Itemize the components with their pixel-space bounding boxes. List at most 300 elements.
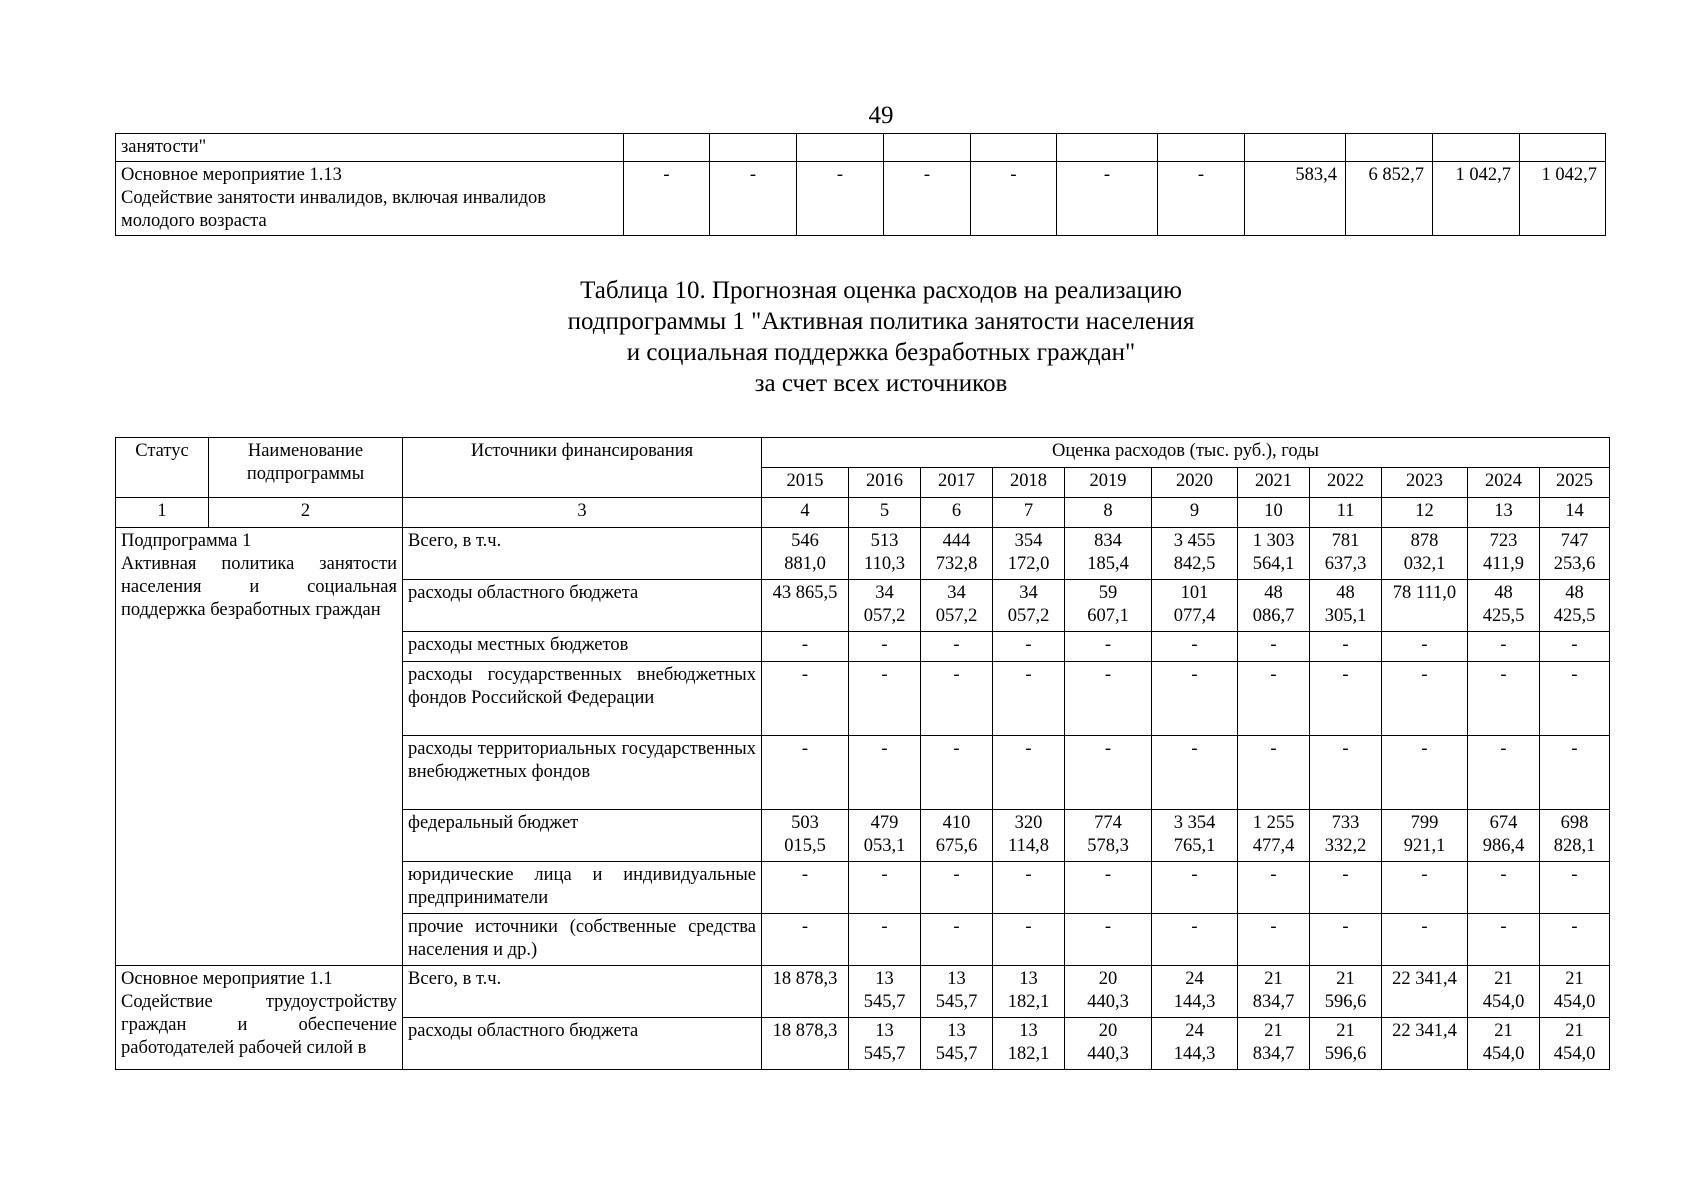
value-part: - [1571,665,1578,685]
value-cell [849,632,921,662]
value-part: - [1191,865,1198,885]
value-cell: 1 042,7 [1433,162,1520,236]
column-index: 12 [1382,498,1468,528]
value-cell [1065,810,1152,862]
value-part: 1 255 [1252,813,1295,833]
value-cell [1540,528,1610,580]
value-cell [1540,810,1610,862]
value-part: 332,2 [1324,836,1367,856]
year-header: 2024 [1468,468,1540,498]
value-cell [1065,914,1152,966]
value-cell [762,736,849,810]
funding-source: прочие источники (собственные средства населения и др.) [403,914,762,966]
value-cell: - [624,162,710,236]
value-part: - [1500,739,1507,759]
value-part: 411,9 [1483,554,1524,574]
value-part: 48 [1264,583,1283,603]
value-part: 578,3 [1087,836,1129,856]
value-part: - [1104,635,1112,655]
program-name-line: Основное мероприятие 1.1 [121,969,333,989]
funding-source: юридические лица и индивидуальные предприниматели [403,862,762,914]
value-part: - [1104,865,1112,885]
header-row [116,438,1610,468]
value-part: - [1571,917,1578,937]
index-row [116,498,1610,528]
value-cell [1540,662,1610,736]
value-part: - [1104,917,1112,937]
value-part: - [801,665,809,685]
value-part: 503 [791,813,819,833]
value-cell [1152,862,1238,914]
value-cell [1468,580,1540,632]
value-cell [1065,580,1152,632]
value-cell [1238,862,1310,914]
value-part: - [1500,665,1507,685]
value-cell [1152,528,1238,580]
value-cell [1468,862,1540,914]
value-part: 986,4 [1482,836,1525,856]
value-part: 3 354 [1173,813,1216,833]
value-cell [993,862,1065,914]
value-part: - [1191,739,1198,759]
header-status: Статус [116,438,209,498]
value-cell [1382,632,1468,662]
value-part: 110,3 [864,554,905,574]
value-part: - [801,635,809,655]
value-cell [1238,580,1310,632]
value-cell: - [1158,162,1245,236]
value-part: - [1104,739,1112,759]
value-part: 723 [1489,531,1518,551]
value-cell [1152,662,1238,736]
value-part: 596,6 [1324,1044,1367,1064]
value-part: - [1270,917,1277,937]
value-cell [1065,528,1152,580]
value-part: 21 [1565,1021,1584,1041]
value-part: - [953,665,960,685]
value-cell [849,736,921,810]
value-cell [1065,862,1152,914]
value-part: - [1342,917,1349,937]
value-part: - [1342,739,1349,759]
value-part: 24 [1185,969,1204,989]
value-cell [1238,632,1310,662]
value-part: - [1500,865,1507,885]
value-part: 834,7 [1252,1044,1295,1064]
value-part: 34 [947,583,966,603]
funding-source: Всего, в т.ч. [403,966,762,1018]
value-cell [849,1018,921,1070]
funding-source: расходы областного бюджета [403,1018,762,1070]
value-part: - [1500,635,1507,655]
value-part: - [1025,865,1032,885]
value-cell: 6 852,7 [1346,162,1433,236]
value-part: 101 [1180,583,1209,603]
value-part: - [1342,665,1349,685]
value-part: 21 [1565,969,1584,989]
value-part: 320 [1014,813,1043,833]
value-part: 732,8 [935,554,978,574]
value-cell [762,810,849,862]
value-part: 21 [1264,969,1283,989]
value-part: - [881,635,888,655]
value-part: - [953,917,960,937]
value-part: 182,1 [1007,1044,1050,1064]
value-cell [762,662,849,736]
value-part: 477,4 [1252,836,1295,856]
program-name-line: Подпрограмма 1 [121,531,252,551]
value-part: - [801,917,809,937]
value-cell [1540,1018,1610,1070]
value-part: 13 [875,969,894,989]
value-part: - [881,665,888,685]
value-cell [1310,632,1382,662]
value-part: 13 [875,1021,894,1041]
table-row [116,162,1606,236]
value-part: - [953,865,960,885]
value-cell [1468,632,1540,662]
value-cell [1382,810,1468,862]
value-cell [1310,662,1382,736]
value-part: 34 [875,583,894,603]
value-cell [921,862,993,914]
value-cell [1238,966,1310,1018]
value-part: - [1104,665,1112,685]
value-cell [921,580,993,632]
column-index: 4 [762,498,849,528]
value-part: 21 [1336,1021,1355,1041]
value-cell [993,810,1065,862]
value-part: - [881,917,888,937]
value-part: 20 [1098,1021,1118,1041]
value-part: 086,7 [1252,606,1295,626]
value-part: 454,0 [1482,1044,1525,1064]
value-cell [921,1018,993,1070]
value-cell [993,1018,1065,1070]
value-part: 675,6 [935,836,978,856]
value-cell [1310,810,1382,862]
value-cell [993,914,1065,966]
value-part: - [1342,865,1349,885]
value-cell: - [1057,162,1158,236]
value-cell [921,632,993,662]
program-name-line: Содействие трудоустройству граждан и обеспечение работодателей рабочей силой в [121,992,397,1058]
column-index: 5 [849,498,921,528]
funding-source: расходы областного бюджета [403,580,762,632]
value-part: 425,5 [1553,606,1596,626]
column-index: 13 [1468,498,1540,528]
continued-table [115,133,1606,236]
value-part: 410 [942,813,971,833]
value-part: 440,3 [1087,1044,1129,1064]
value-part: - [1421,917,1428,937]
value-part: 13 [1019,969,1038,989]
value-cell [1382,914,1468,966]
value-part: 440,3 [1087,992,1129,1012]
value-cell [1238,810,1310,862]
value-cell: - [710,162,797,236]
value-part: 637,3 [1324,554,1367,574]
value-part: 444 [942,531,971,551]
column-index: 9 [1152,498,1238,528]
value-cell: - [797,162,884,236]
year-header: 2017 [921,468,993,498]
value-part: - [1421,635,1428,655]
value-part: 59 [1098,583,1118,603]
value-cell: - [884,162,971,236]
value-cell [921,810,993,862]
value-part: 057,2 [863,606,906,626]
column-index: 11 [1310,498,1382,528]
column-index: 14 [1540,498,1610,528]
value-cell [1152,632,1238,662]
value-cell [1540,632,1610,662]
value-cell [1382,736,1468,810]
header-source: Источники финансирования [403,438,762,498]
value-cell [849,862,921,914]
value-cell [921,914,993,966]
value-cell [1152,966,1238,1018]
value-cell [1238,736,1310,810]
value-cell [1238,914,1310,966]
title-line: и социальная поддержка безработных граждан" [626,339,1136,366]
value-cell [1468,1018,1540,1070]
program-name [116,966,403,1070]
value-part: 21 [1264,1021,1283,1041]
value-part: 545,7 [863,1044,906,1064]
value-cell [1152,914,1238,966]
value-part: 747 [1560,531,1589,551]
header-name: Наименование подпрограммы [209,438,403,498]
program-name [116,528,403,966]
value-part: 144,3 [1173,1044,1216,1064]
value-part: 454,0 [1553,992,1596,1012]
year-header: 2019 [1065,468,1152,498]
value-part: 674 [1489,813,1518,833]
value-cell [1152,810,1238,862]
value-part: 21 [1494,969,1513,989]
value-part: - [1025,665,1032,685]
value-cell [921,736,993,810]
value-part: 053,1 [863,836,906,856]
value-part: 454,0 [1482,992,1525,1012]
value-part: 842,5 [1173,554,1216,574]
value-part: 878 [1410,531,1439,551]
value-part: - [801,865,809,885]
value-part: - [1025,917,1032,937]
column-index: 2 [209,498,403,528]
value-cell: 1 042,7 [1520,162,1606,236]
value-cell [993,736,1065,810]
value-cell [1310,580,1382,632]
value-part: 22 341,4 [1392,1021,1457,1041]
value-part: 22 341,4 [1392,969,1457,989]
year-header: 2025 [1540,468,1610,498]
value-part: 172,0 [1007,554,1050,574]
title-line: Таблица 10. Прогнозная оценка расходов на реализацию [580,277,1182,304]
value-part: 78 111,0 [1392,583,1457,603]
value-part: 21 [1494,1021,1513,1041]
value-part: 454,0 [1553,1044,1596,1064]
value-cell [1540,914,1610,966]
value-part: - [1571,865,1578,885]
table-title [0,275,1697,399]
value-part: - [1025,635,1032,655]
value-part: 545,7 [935,1044,978,1064]
value-part: 834,7 [1252,992,1295,1012]
value-cell [1468,966,1540,1018]
value-part: 698 [1560,813,1589,833]
value-cell [1468,736,1540,810]
value-cell [762,1018,849,1070]
value-cell [1468,810,1540,862]
value-cell [1468,528,1540,580]
value-cell [762,966,849,1018]
title-line: за счет всех источников [754,370,1008,397]
value-cell [1382,966,1468,1018]
value-part: 077,4 [1173,606,1216,626]
year-header: 2016 [849,468,921,498]
value-part: - [1421,865,1428,885]
value-cell [1310,966,1382,1018]
value-cell [1152,736,1238,810]
funding-source: расходы местных бюджетов [403,632,762,662]
value-cell [921,966,993,1018]
value-cell [849,914,921,966]
value-cell [762,632,849,662]
value-cell [849,810,921,862]
value-cell [1468,914,1540,966]
value-part: 1 303 [1252,531,1295,551]
value-part: - [953,739,960,759]
value-part: - [1191,917,1198,937]
value-part: 24 [1185,1021,1204,1041]
value-part: - [1571,635,1578,655]
value-part: 781 [1331,531,1360,551]
value-part: 479 [870,813,899,833]
value-part: 765,1 [1173,836,1216,856]
value-part: 057,2 [935,606,978,626]
value-cell [762,580,849,632]
value-cell [1540,862,1610,914]
value-cell [1238,662,1310,736]
value-cell [1540,966,1610,1018]
value-part: 799 [1410,813,1439,833]
value-part: - [1421,739,1428,759]
value-cell [1152,1018,1238,1070]
value-cell: - [971,162,1057,236]
value-part: 545,7 [863,992,906,1012]
value-cell [762,914,849,966]
value-cell [1382,862,1468,914]
value-part: 596,6 [1324,992,1367,1012]
value-part: 354 [1014,531,1043,551]
value-cell [849,662,921,736]
column-index: 7 [993,498,1065,528]
value-part: - [1421,665,1428,685]
row-label: Основное мероприятие 1.13 Содействие занятости инвалидов, включая инвалидов молодого возраста [116,162,624,236]
value-part: 057,2 [1007,606,1050,626]
value-part: 182,1 [1007,992,1050,1012]
value-part: - [1270,865,1277,885]
header-estimate: Оценка расходов (тыс. руб.), годы [762,438,1610,468]
value-cell [1540,580,1610,632]
value-cell [849,580,921,632]
value-part: - [1270,635,1277,655]
value-part: 43 865,5 [772,583,838,603]
value-cell [1065,1018,1152,1070]
value-part: 48 [1494,583,1513,603]
value-cell [1065,966,1152,1018]
value-cell [1065,632,1152,662]
funding-source: федеральный бюджет [403,810,762,862]
value-cell: 583,4 [1245,162,1346,236]
row-label: занятости" [116,134,624,162]
value-part: 13 [1019,1021,1038,1041]
funding-source: расходы государственных внебюджетных фондов Российской Федерации [403,662,762,736]
table-row [116,134,1606,162]
table-row [116,528,1610,580]
value-part: 828,1 [1553,836,1596,856]
value-cell [1468,662,1540,736]
value-part: 21 [1336,969,1355,989]
value-part: - [1191,665,1198,685]
column-index: 1 [116,498,209,528]
year-header: 2015 [762,468,849,498]
value-part: 13 [947,1021,966,1041]
page-number: 49 [868,102,894,129]
value-part: - [1571,739,1578,759]
value-cell [1152,580,1238,632]
value-cell [1382,580,1468,632]
title-line: подпрограммы 1 "Активная политика занятости населения [567,308,1195,335]
value-part: 3 455 [1173,531,1216,551]
column-index: 3 [403,498,762,528]
value-part: 48 [1565,583,1584,603]
funding-source: расходы территориальных государственных внебюджетных фондов [403,736,762,810]
value-part: 20 [1098,969,1118,989]
value-cell [1382,528,1468,580]
value-cell [1238,1018,1310,1070]
value-part: - [1270,739,1277,759]
value-part: - [881,865,888,885]
value-cell [993,966,1065,1018]
value-part: 545,7 [935,992,978,1012]
value-cell [1310,528,1382,580]
value-part: 921,1 [1403,836,1446,856]
value-part: 13 [947,969,966,989]
value-cell [921,662,993,736]
value-cell [993,662,1065,736]
year-header: 2021 [1238,468,1310,498]
table-row [116,966,1610,1018]
value-part: 607,1 [1087,606,1129,626]
value-cell [1310,736,1382,810]
year-header: 2023 [1382,468,1468,498]
value-part: 564,1 [1252,554,1295,574]
value-part: 305,1 [1324,606,1367,626]
value-part: - [801,739,809,759]
value-cell [1310,862,1382,914]
value-part: 733 [1331,813,1360,833]
value-part: 015,5 [784,836,826,856]
value-cell [1065,662,1152,736]
value-part: - [953,635,960,655]
value-cell [993,528,1065,580]
value-part: 513 [870,531,899,551]
value-cell [1540,736,1610,810]
column-index: 10 [1238,498,1310,528]
